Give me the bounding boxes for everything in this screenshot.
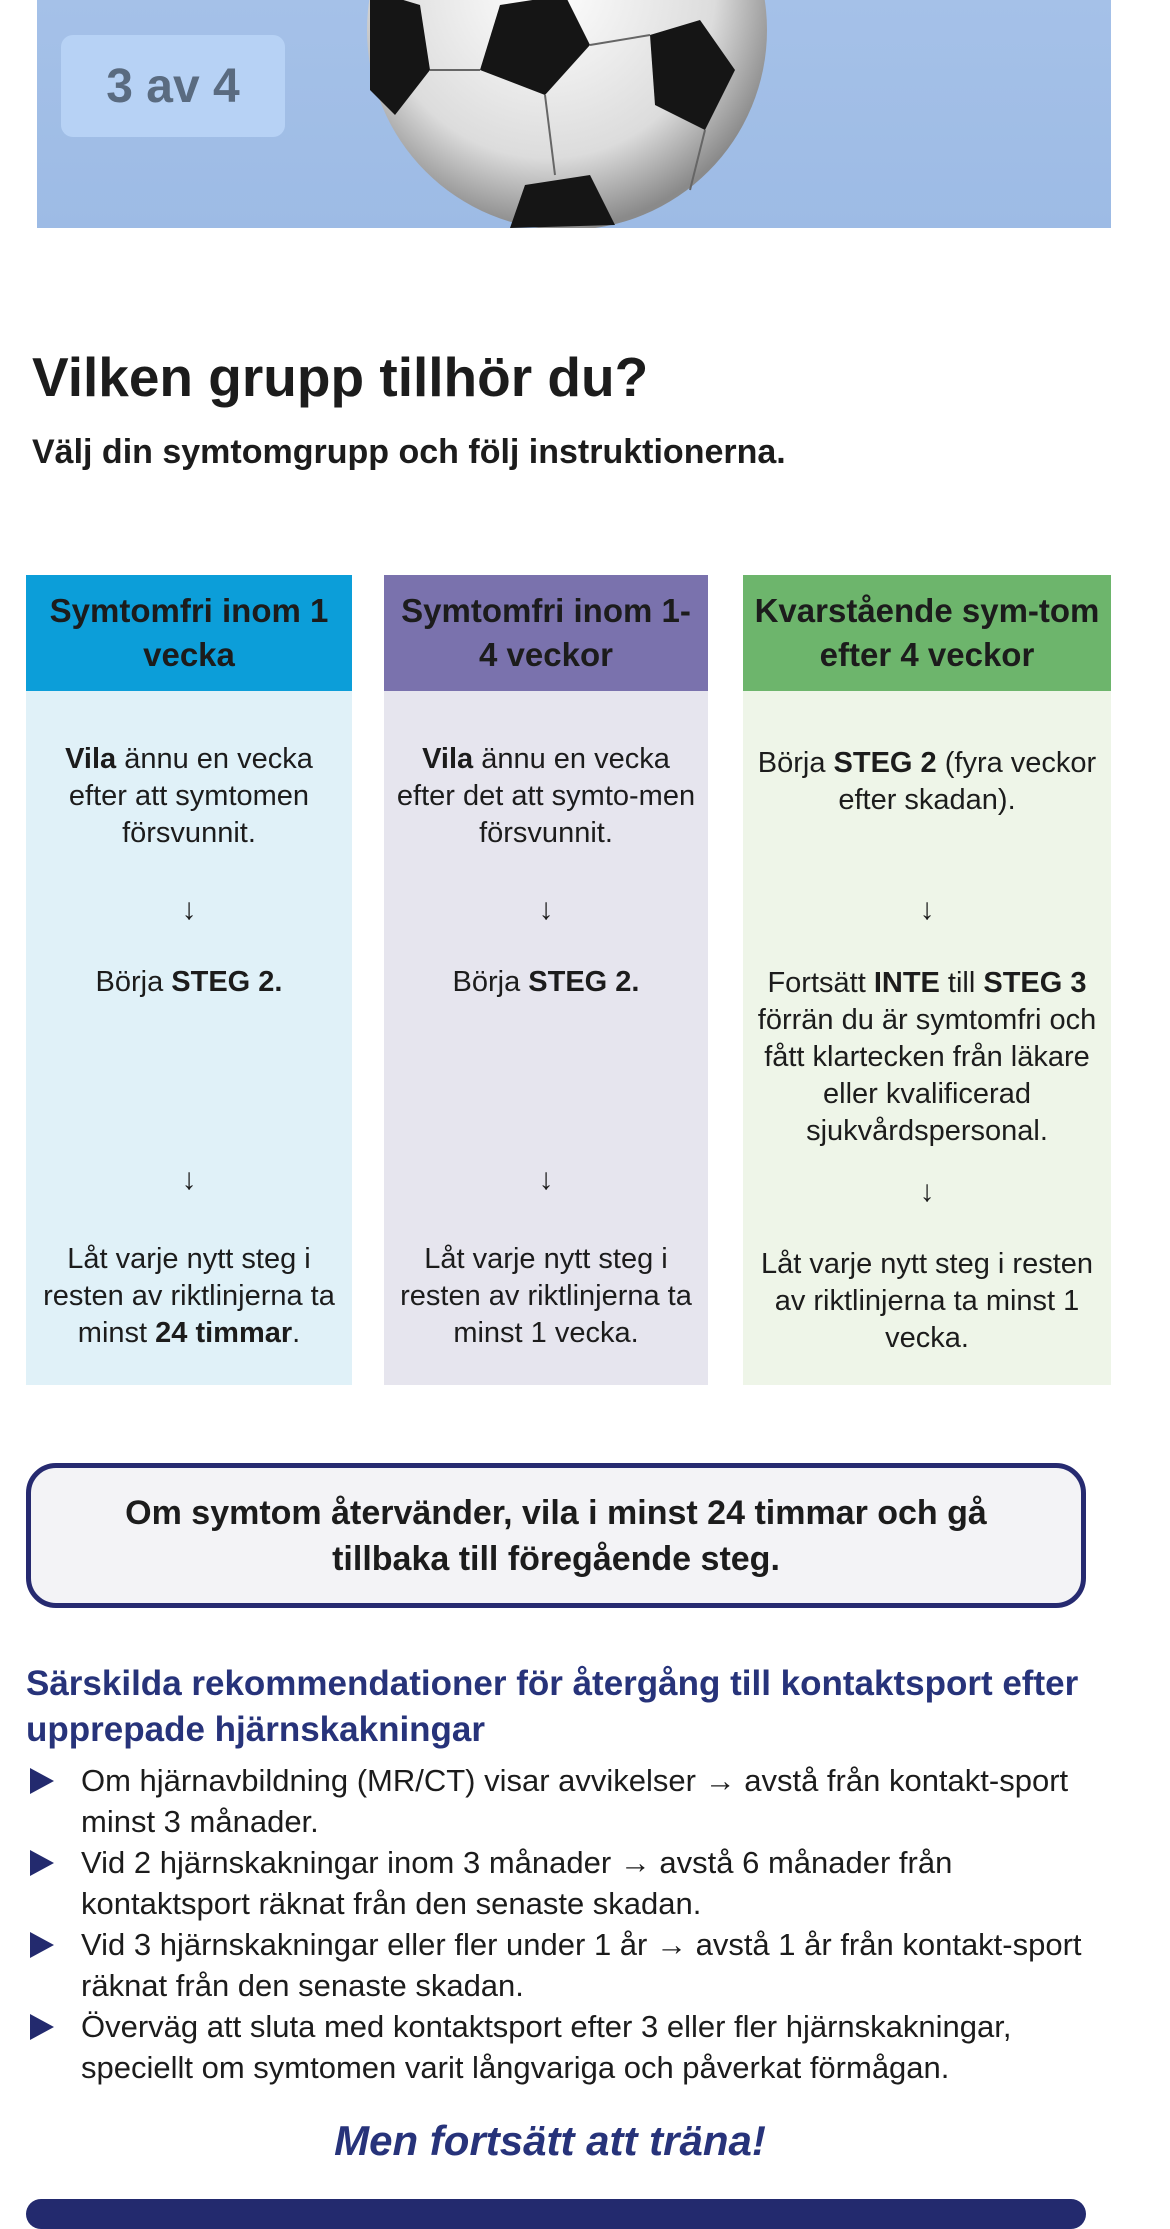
group-body bbox=[26, 691, 352, 1385]
closing-message: Men fortsätt att träna! bbox=[334, 2117, 766, 2164]
symptom-group-1-4-weeks bbox=[384, 575, 708, 1385]
step-badge: 3 av 4 bbox=[61, 35, 285, 137]
soccer-ball-image bbox=[350, 0, 784, 228]
down-arrow-icon: ↓ bbox=[181, 893, 197, 926]
list-item: Vid 3 hjärnskakningar eller fler under 1 år → avstå 1 år från kontakt-sport räknat från den senaste skadan. bbox=[26, 1924, 1116, 2006]
bullet-triangle-icon bbox=[30, 1932, 54, 1958]
hero-banner bbox=[37, 0, 1111, 228]
bottom-bar bbox=[26, 2199, 1086, 2229]
group-step-rest: Vila ännu en vecka efter det att symto-men försvunnit. bbox=[396, 743, 696, 849]
group-header: Symtomfri inom 1-4 veckor bbox=[384, 575, 708, 691]
group-step-progress: Låt varje nytt steg i resten av riktlinjerna ta minst 1 vecka. bbox=[760, 1248, 1094, 1354]
down-arrow-icon: ↓ bbox=[538, 893, 554, 926]
page-subtitle: Välj din symtomgrupp och följ instruktionerna. bbox=[32, 433, 786, 471]
group-step-progress: Låt varje nytt steg i resten av riktlinjerna ta minst 24 timmar. bbox=[43, 1243, 335, 1349]
recommendations-title: Särskilda rekommendationer för återgång till kontaktsport efter upprepade hjärnskakningar bbox=[26, 1664, 1079, 1749]
group-step-rest: Vila ännu en vecka efter att symtomen försvunnit. bbox=[65, 743, 313, 849]
down-arrow-icon: ↓ bbox=[538, 1163, 554, 1196]
list-item: Överväg att sluta med kontaktsport efter 3 eller fler hjärnskakningar, speciellt om symtomen varit långvariga och påverkat förmågan. bbox=[26, 2006, 1116, 2088]
group-body bbox=[384, 691, 708, 1385]
group-header: Symtomfri inom 1 vecka bbox=[26, 575, 352, 691]
group-step-start: Börja STEG 2. bbox=[95, 966, 283, 998]
down-arrow-icon: ↓ bbox=[181, 1163, 197, 1196]
symptom-return-notice: Om symtom återvänder, vila i minst 24 timmar och gå tillbaka till föregående steg. bbox=[26, 1463, 1086, 1608]
recommendations-list bbox=[26, 1760, 1116, 2088]
down-arrow-icon: ↓ bbox=[919, 1175, 935, 1208]
bullet-triangle-icon bbox=[30, 2014, 54, 2040]
page-title: Vilken grupp tillhör du? bbox=[32, 346, 649, 408]
bullet-triangle-icon bbox=[30, 1850, 54, 1876]
group-step-start: Börja STEG 2 (fyra veckor efter skadan). bbox=[757, 747, 1097, 816]
bullet-triangle-icon bbox=[30, 1768, 54, 1794]
symptom-group-1-week bbox=[26, 575, 352, 1385]
list-item: Vid 2 hjärnskakningar inom 3 månader → avstå 6 månader från kontaktsport räknat från den senaste skadan. bbox=[26, 1842, 1116, 1924]
down-arrow-icon: ↓ bbox=[919, 893, 935, 926]
group-header: Kvarstående sym-tom efter 4 veckor bbox=[743, 575, 1111, 691]
group-step-start: Börja STEG 2. bbox=[452, 966, 640, 998]
list-item: Om hjärnavbildning (MR/CT) visar avvikelser → avstå från kontakt-sport minst 3 månader. bbox=[26, 1760, 1116, 1842]
group-step-hold: Fortsätt INTE till STEG 3 förrän du är symtomfri och fått klartecken från läkare eller kvalificerad sjukvårdspersonal. bbox=[757, 967, 1097, 1147]
group-step-progress: Låt varje nytt steg i resten av riktlinjerna ta minst 1 vecka. bbox=[400, 1243, 692, 1349]
group-body bbox=[743, 691, 1111, 1385]
symptom-group-after-4-weeks bbox=[743, 575, 1111, 1385]
